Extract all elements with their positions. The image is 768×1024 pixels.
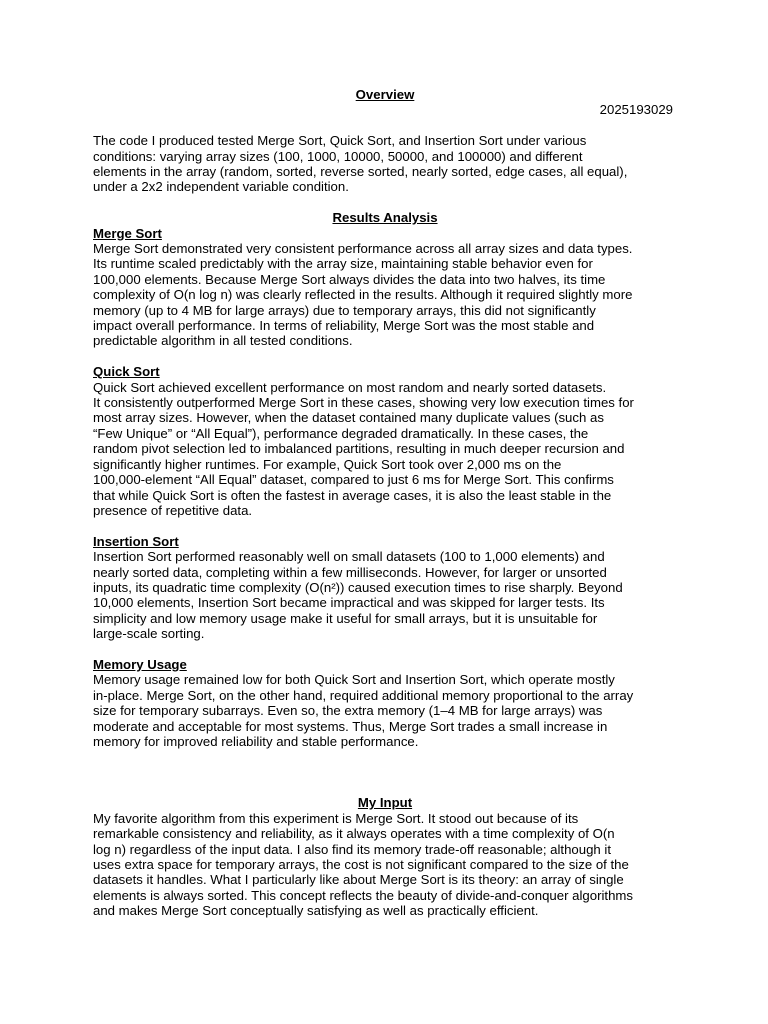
spacer [93, 518, 677, 533]
spacer [93, 118, 677, 133]
section-body: Memory usage remained low for both Quick Sort and Insertion Sort, which operate mostly in-place. Merge Sort, on the other hand, required additional memory proportional to the array size for temporary subarrays. Even so, the extra memory (1–4 MB for large arrays) was moderate and acceptable for most systems. Thus, Merge Sort trades a small increase in memory for improved reliability and stable performance. [93, 672, 634, 749]
intro-paragraph: The code I produced tested Merge Sort, Quick Sort, and Insertion Sort under various conditions: varying array sizes (100, 1000, 10000, 50000, and 100000) and different elements in the array (random, sorted, reverse sorted, nearly sorted, edge cases, all equal), under a 2x2 independent variable condition. [93, 133, 628, 195]
section-insertion-sort [93, 534, 677, 642]
spacer [93, 642, 677, 657]
spacer [93, 349, 677, 364]
section-heading: Merge Sort [93, 225, 162, 241]
section-body: Insertion Sort performed reasonably well on small datasets (100 to 1,000 elements) and nearly sorted data, completing within a few milliseconds. However, for larger or unsorted inputs, its quadratic time complexity (O(n²)) caused execution times to rise sharply. Beyond 10,000 elements, Insertion Sort became impractical and was skipped for larger tests. Its simplicity and low memory usage make it useful for small arrays, but it is unsuitable for large-scale sorting. [93, 549, 623, 642]
results-heading: Results Analysis [332, 210, 438, 226]
section-quick-sort [93, 364, 677, 518]
section-heading: Quick Sort [93, 364, 160, 380]
section-heading: Insertion Sort [93, 533, 179, 549]
section-merge-sort [93, 226, 677, 349]
spacer [93, 749, 677, 795]
section-body: Quick Sort achieved excellent performance on most random and nearly sorted datasets. It consistently outperformed Merge Sort in these cases, showing very low execution times for most array sizes. However, when the dataset contained many duplicate values (such as “Few Unique” or “All Equal”), performance degraded dramatically. In these cases, the random pivot selection led to imbalanced partitions, resulting in much deeper recursion and significantly higher runtimes. For example, Quick Sort took over 2,000 ms on the 100,000-element “All Equal” dataset, compared to just 6 ms for Merge Sort. This confirms that while Quick Sort is often the fastest in average cases, it is also the least stable in the presence of repetitive data. [93, 379, 634, 518]
section-body: Merge Sort demonstrated very consistent performance across all array sizes and data types. Its runtime scaled predictably with the array size, maintaining stable behavior even for 100,000 elements. Because Merge Sort always divides the data into two halves, its time complexity of O(n log n) was clearly reflected in the results. Although it required slightly more memory (up to 4 MB for large arrays) due to temporary arrays, this did not significantly impact overall performance. In terms of reliability, Merge Sort was the most stable and predictable algorithm in all tested conditions. [93, 241, 633, 349]
spacer [93, 195, 677, 210]
student-id: 2025193029 [599, 102, 673, 118]
my-input-heading: My Input [357, 795, 413, 811]
document-page [93, 87, 677, 919]
section-heading: Memory Usage [93, 656, 187, 672]
my-input-paragraph: My favorite algorithm from this experiment is Merge Sort. It stood out because of its remarkable consistency and reliability, as it always operates with a time complexity of O(n log n) regardless of the input data. I also find its memory trade-off reasonable; although it uses extra space for temporary arrays, the cost is not significant compared to the size of the datasets it handles. What I particularly like about Merge Sort is its theory: an array of single elements is always sorted. This concept reflects the beauty of divide-and-conquer algorithms and makes Merge Sort conceptually satisfying as well as practically efficient. [93, 810, 633, 919]
section-memory-usage [93, 657, 677, 749]
document-title: Overview [355, 87, 415, 102]
